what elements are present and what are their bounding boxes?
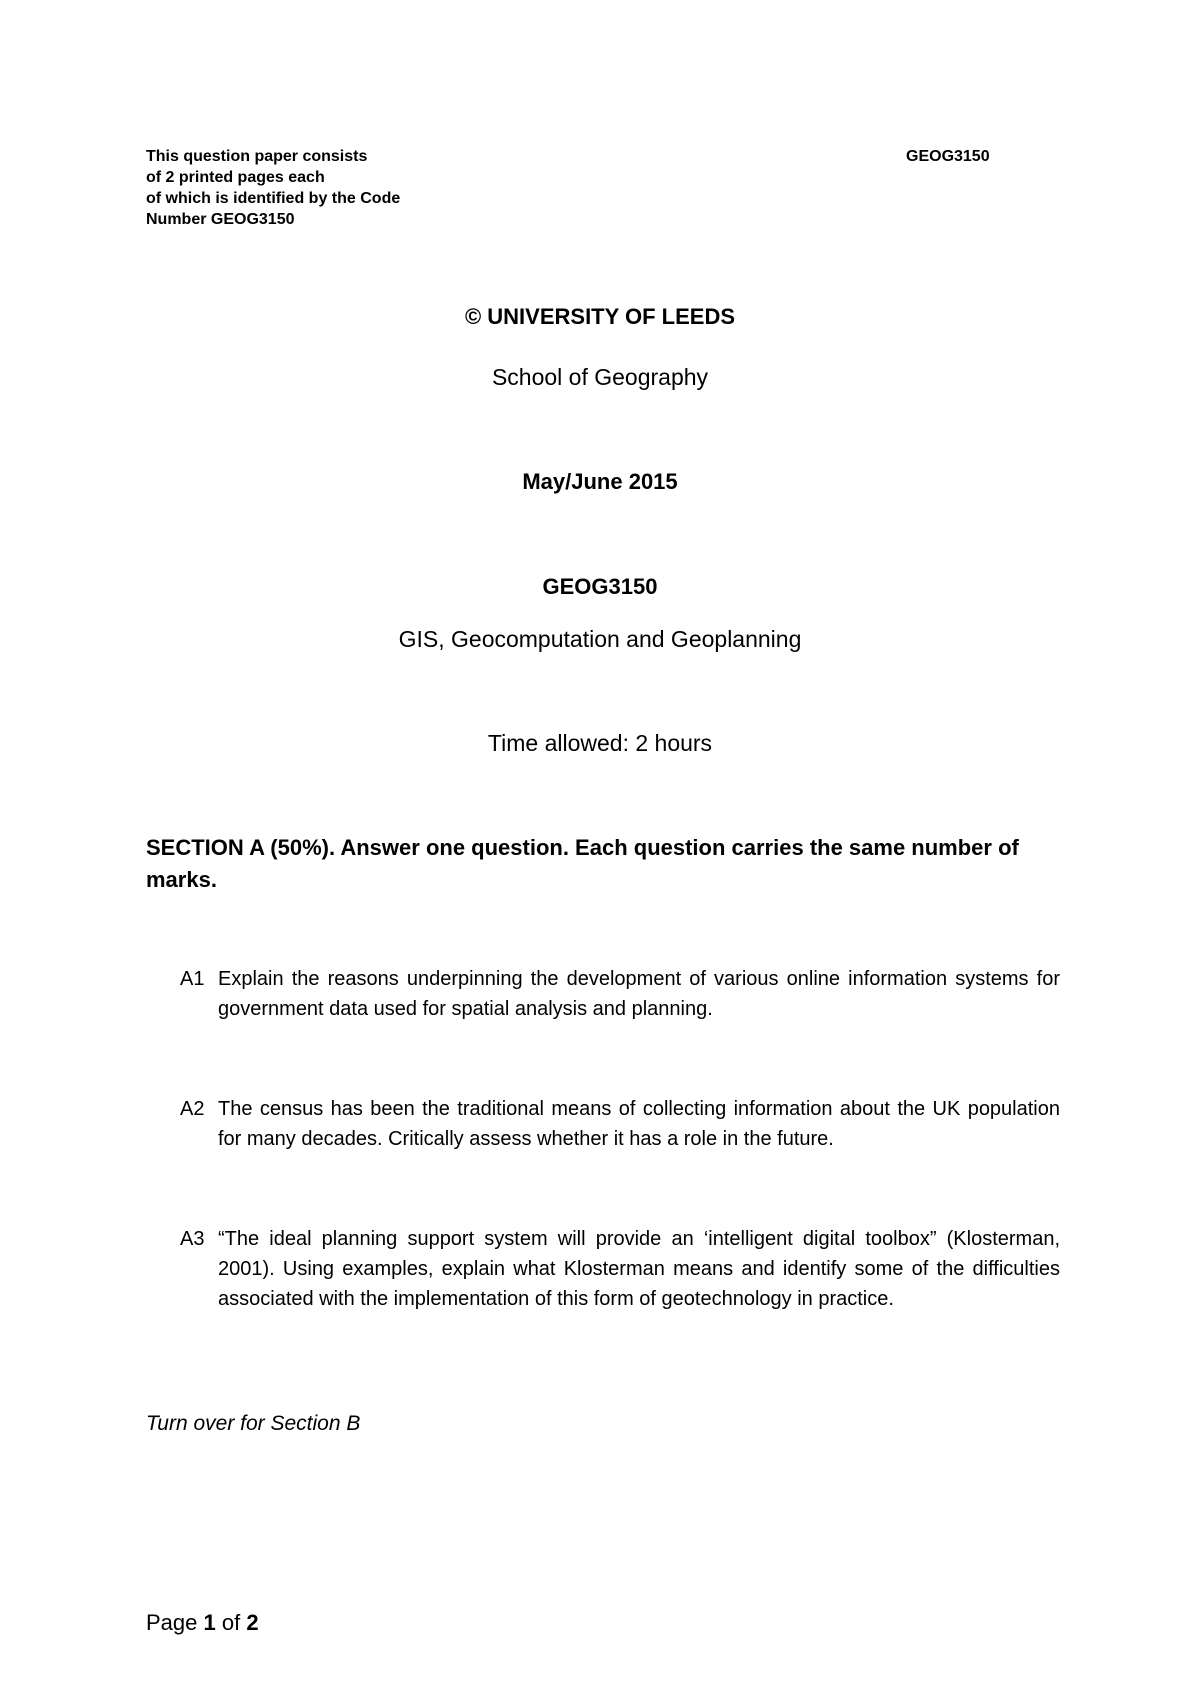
question-item	[180, 964, 1060, 1024]
time-allowed: Time allowed: 2 hours	[487, 730, 713, 756]
page-current: 1	[203, 1610, 216, 1635]
question-item	[180, 1094, 1060, 1154]
page-label: Page	[146, 1610, 198, 1635]
question-text: “The ideal planning support system will provide an ‘intelligent digital toolbox” (Klosterman, 2001). Using examples, explain what Klosterman means and identify some of the difficulties associated with the implementation of this form of geotechnology in practice.	[218, 1228, 1060, 1310]
module-code: GEOG3150	[542, 574, 658, 599]
exam-session: May/June 2015	[522, 469, 678, 494]
paper-info-block	[146, 146, 506, 230]
question-text: The census has been the traditional means of collecting information about the UK population for many decades. Critically assess whether it has a role in the future.	[218, 1098, 1060, 1150]
section-a-heading: SECTION A (50%). Answer one question. Each question carries the same number of marks.	[146, 835, 1019, 892]
question-number: A1	[180, 968, 205, 990]
paper-info-line: Number GEOG3150	[146, 211, 295, 228]
turn-over-note: Turn over for Section B	[146, 1412, 361, 1435]
page-of: of	[221, 1610, 241, 1635]
school-name: School of Geography	[491, 364, 709, 390]
paper-info-line: of 2 printed pages each	[146, 169, 325, 186]
page-total: 2	[246, 1610, 259, 1635]
question-text: Explain the reasons underpinning the development of various online information systems for government data used for spatial analysis and planning.	[218, 968, 1060, 1020]
header-module-code: GEOG3150	[906, 148, 990, 165]
paper-info-line: of which is identified by the Code	[146, 190, 401, 207]
paper-info-line: This question paper consists	[146, 148, 368, 165]
question-number: A3	[180, 1228, 205, 1250]
question-item	[180, 1224, 1060, 1314]
page-footer	[146, 1610, 259, 1636]
university-name: © UNIVERSITY OF LEEDS	[464, 304, 736, 329]
module-title: GIS, Geocomputation and Geoplanning	[398, 626, 802, 652]
question-number: A2	[180, 1098, 205, 1120]
